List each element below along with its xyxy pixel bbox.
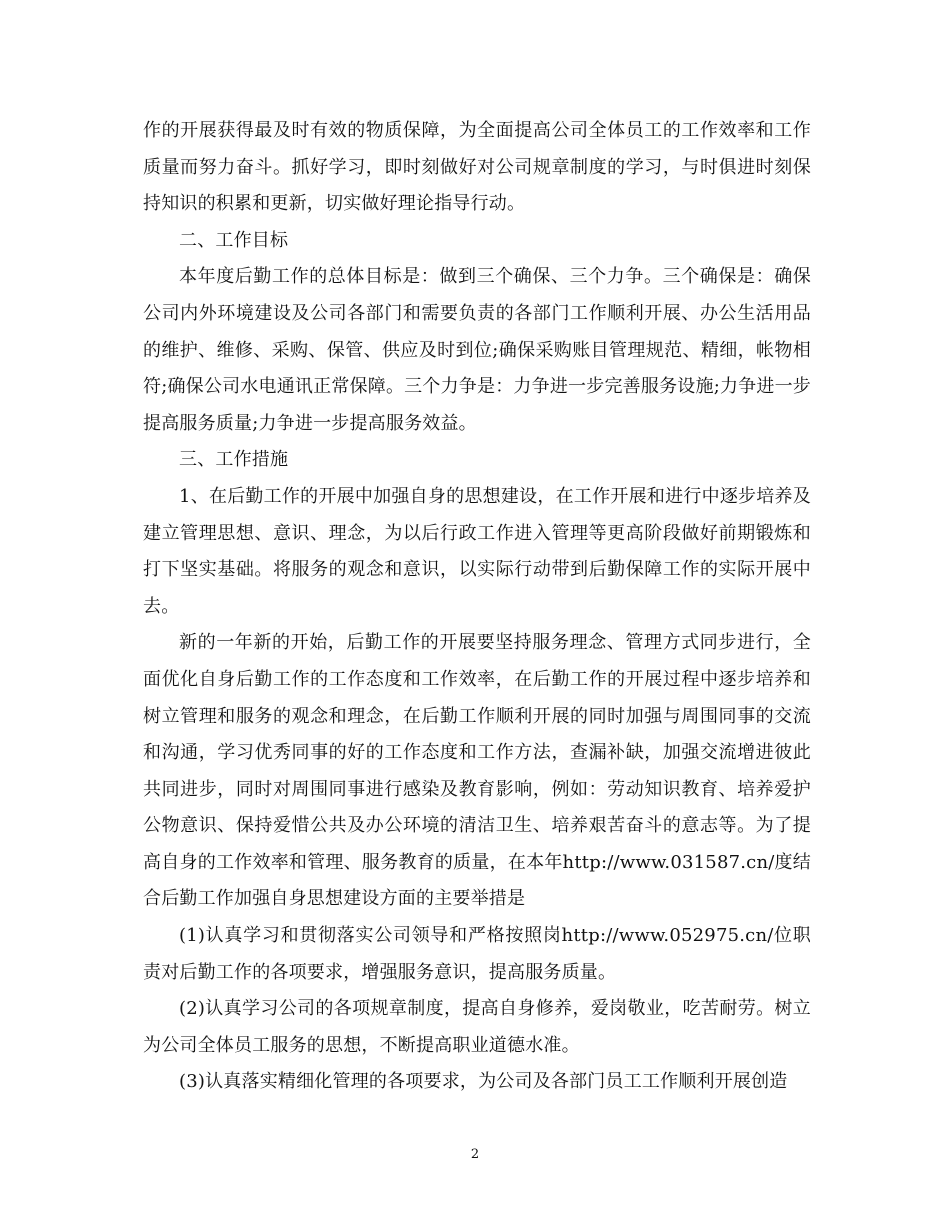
- list-item-3: (3)认真落实精细化管理的各项要求，为公司及各部门员工工作顺利开展创造: [179, 1071, 788, 1093]
- paragraph-goals: 本年度后勤工作的总体目标是：做到三个确保、三个力争。三个确保是：确保公司内外环境建设及公司各部门和需要负责的各部门工作顺利开展、办公生活用品的维护、维修、采购、保管、供应及时到位;确保采购账目管理规范、精细，帐物相符;确保公司水电通讯正常保障。三个力争是：力争进一步完善服务设施;力争进一步提高服务质量;力争进一步提高服务效益。: [143, 266, 811, 434]
- document-body: [143, 113, 811, 1101]
- paragraph-new-year: 新的一年新的开始，后勤工作的开展要坚持服务理念、管理方式同步进行，全面优化自身后勤工作的工作态度和工作效率，在后勤工作的开展过程中逐步培养和树立管理和服务的观念和理念，在后勤工作顺利开展的同时加强与周围同事的交流和沟通，学习优秀同事的好的工作态度和工作方法，查漏补缺，加强交流增进彼此共同进步，同时对周围同事进行感染及教育影响，例如：劳动知识教育、培养爱护公物意识、保持爱惜公共及办公环境的清洁卫生、培养艰苦奋斗的意志等。为了提高自身的工作效率和管理、服务教育的质量，在本年http://www.031587.cn/度结合后勤工作加强自身思想建设方面的主要举措是: [143, 632, 811, 910]
- list-item-2: (2)认真学习公司的各项规章制度，提高自身修养，爱岗敬业，吃苦耐劳。树立为公司全体员工服务的思想，不断提高职业道德水准。: [143, 998, 811, 1056]
- paragraph-continuation: 作的开展获得最及时有效的物质保障，为全面提高公司全体员工的工作效率和工作质量而努力奋斗。抓好学习，即时刻做好对公司规章制度的学习，与时俱进时刻保持知识的积累和更新，切实做好理论指导行动。: [143, 120, 811, 215]
- section-heading-work-goals: 二、工作目标: [179, 229, 289, 251]
- section-heading-work-measures: 三、工作措施: [179, 449, 289, 471]
- paragraph-measure-1: 1、在后勤工作的开展中加强自身的思想建设，在工作开展和进行中逐步培养及建立管理思想、意识、理念，为以后行政工作进入管理等更高阶段做好前期锻炼和打下坚实基础。将服务的观念和意识，以实际行动带到后勤保障工作的实际开展中去。: [143, 485, 811, 617]
- list-item-1: (1)认真学习和贯彻落实公司领导和严格按照岗http://www.052975.cn/位职责对后勤工作的各项要求，增强服务意识，提高服务质量。: [143, 925, 811, 983]
- page-number: 2: [470, 1147, 480, 1162]
